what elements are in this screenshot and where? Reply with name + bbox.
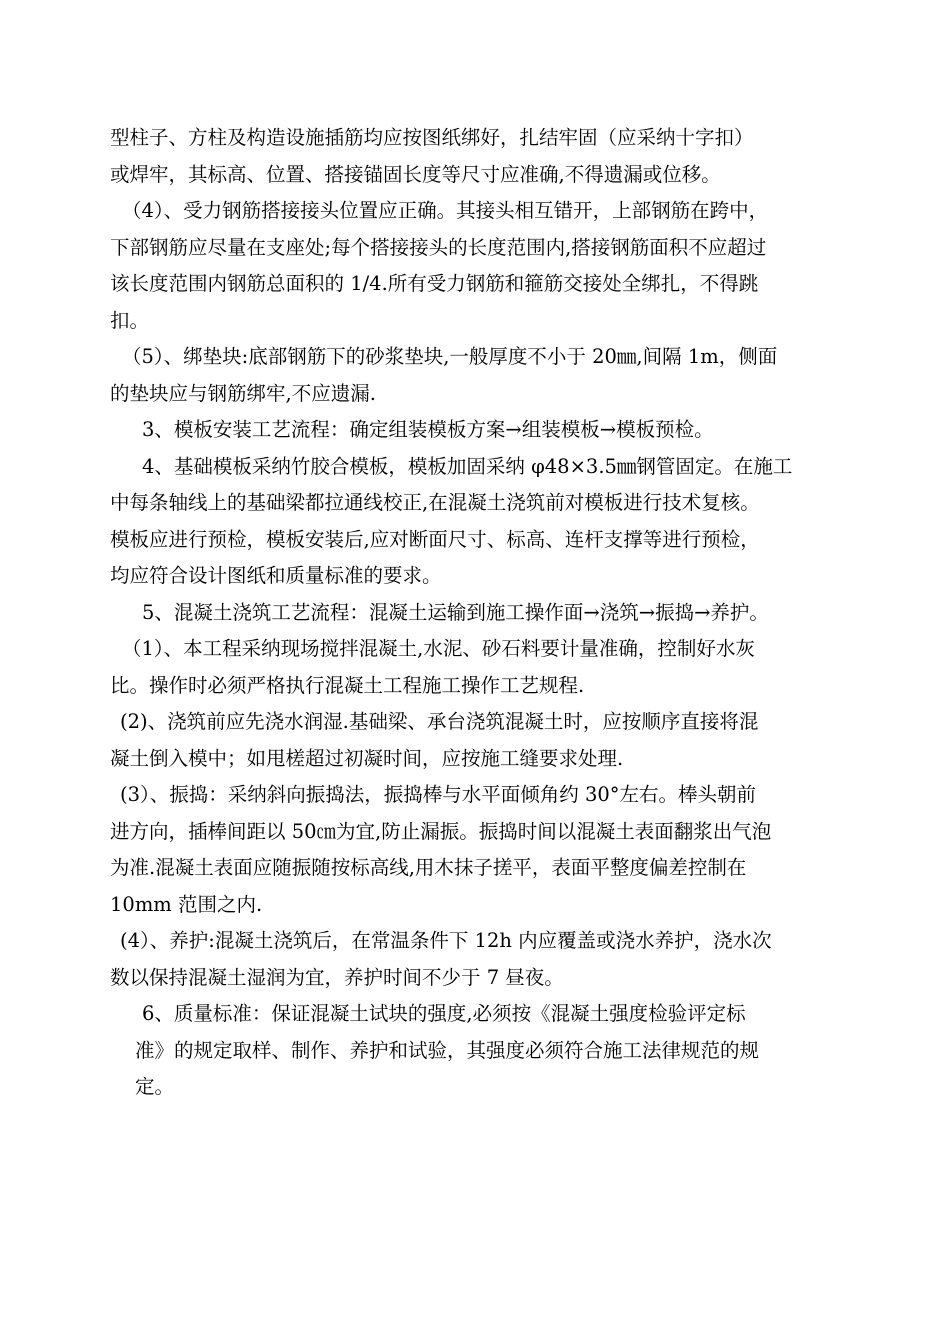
text-line: 比。操作时必须严格执行混凝土工程施工操作工艺规程. (110, 673, 585, 697)
text-line: 均应符合设计图纸和质量标准的要求。 (110, 564, 442, 587)
text-line: 凝土倒入模中；如甩槎超过初凝时间，应按施工缝要求处理. (110, 746, 624, 770)
text-line: (2)、浇筑前应先浇水润湿.基础梁、承台浇筑混凝土时，应按顺序直接将混 (120, 710, 759, 733)
text-line: 模板应进行预检，模板安装后,应对断面尺寸、标高、连杆支撑等进行预检， (110, 527, 760, 551)
text-line: (4）、养护:混凝土浇筑后，在常温条件下 12h 内应覆盖或浇水养护，浇水次 (120, 929, 772, 952)
text-line: 扣。 (110, 308, 150, 332)
text-line: 定。 (135, 1075, 175, 1098)
text-line: (3）、振捣：采纳斜向振捣法，振捣棒与水平面倾角约 30°左右。棒头朝前 (120, 783, 757, 806)
text-line: 4、基础模板采纳竹胶合模板，模板加固采纳 φ48×3.5㎜钢管固定。在施工 (142, 454, 793, 478)
text-line: 型柱子、方柱及构造设施插筋均应按图纸绑好，扎结牢固（应采纳十字扣） (110, 126, 754, 149)
text-line: 或焊牢，其标高、位置、搭接锚固长度等尺寸应准确,不得遗漏或位移。 (110, 162, 721, 186)
text-line: 下部钢筋应尽量在支座处;每个搭接接头的长度范围内,搭接钢筋面积不应超过 (110, 235, 767, 259)
text-line: 的垫块应与钢筋绑牢,不应遗漏. (110, 381, 376, 405)
text-line: 10mm 范围之内. (110, 892, 263, 916)
text-line: 该长度范围内钢筋总面积的 1/4.所有受力钢筋和箍筋交接处全绑扎，不得跳 (110, 272, 759, 295)
text-line: 5、混凝土浇筑工艺流程：混凝土运输到施工操作面→浇筑→振捣→养护。 (142, 600, 769, 624)
text-line: 3、模板安装工艺流程：确定组装模板方案→组装模板→模板预检。 (142, 418, 714, 441)
text-line: 为准.混凝土表面应随振随按标高线,用木抹子搓平，表面平整度偏差控制在 (110, 856, 747, 879)
text-line: 进方向，插棒间距以 50㎝为宜,防止漏振。振捣时间以混凝土表面翻浆出气泡 (110, 819, 772, 843)
document-body (110, 120, 870, 1106)
text-line: 中每条轴线上的基础梁都拉通线校正,在混凝土浇筑前对模板进行技术复核。 (110, 491, 760, 514)
text-line: （1）、本工程采纳现场搅拌混凝土,水泥、砂石料要计量准确，控制好水灰 (122, 637, 755, 660)
text-line: （4）、受力钢筋搭接接头位置应正确。其接头相互错开，上部钢筋在跨中， (122, 199, 769, 222)
text-line: 准》的规定取样、制作、养护和试验，其强度必须符合施工法律规范的规 (135, 1038, 760, 1062)
text-line: 6、质量标准：保证混凝土试块的强度,必须按《混凝土强度检验评定标 (142, 1002, 746, 1025)
text-line: 数以保持混凝土湿润为宜，养护时间不少于 7 昼夜。 (110, 965, 564, 989)
text-line: （5）、绑垫块:底部钢筋下的砂浆垫块,一般厚度不小于 20㎜,间隔 1m，侧面 (122, 345, 778, 368)
